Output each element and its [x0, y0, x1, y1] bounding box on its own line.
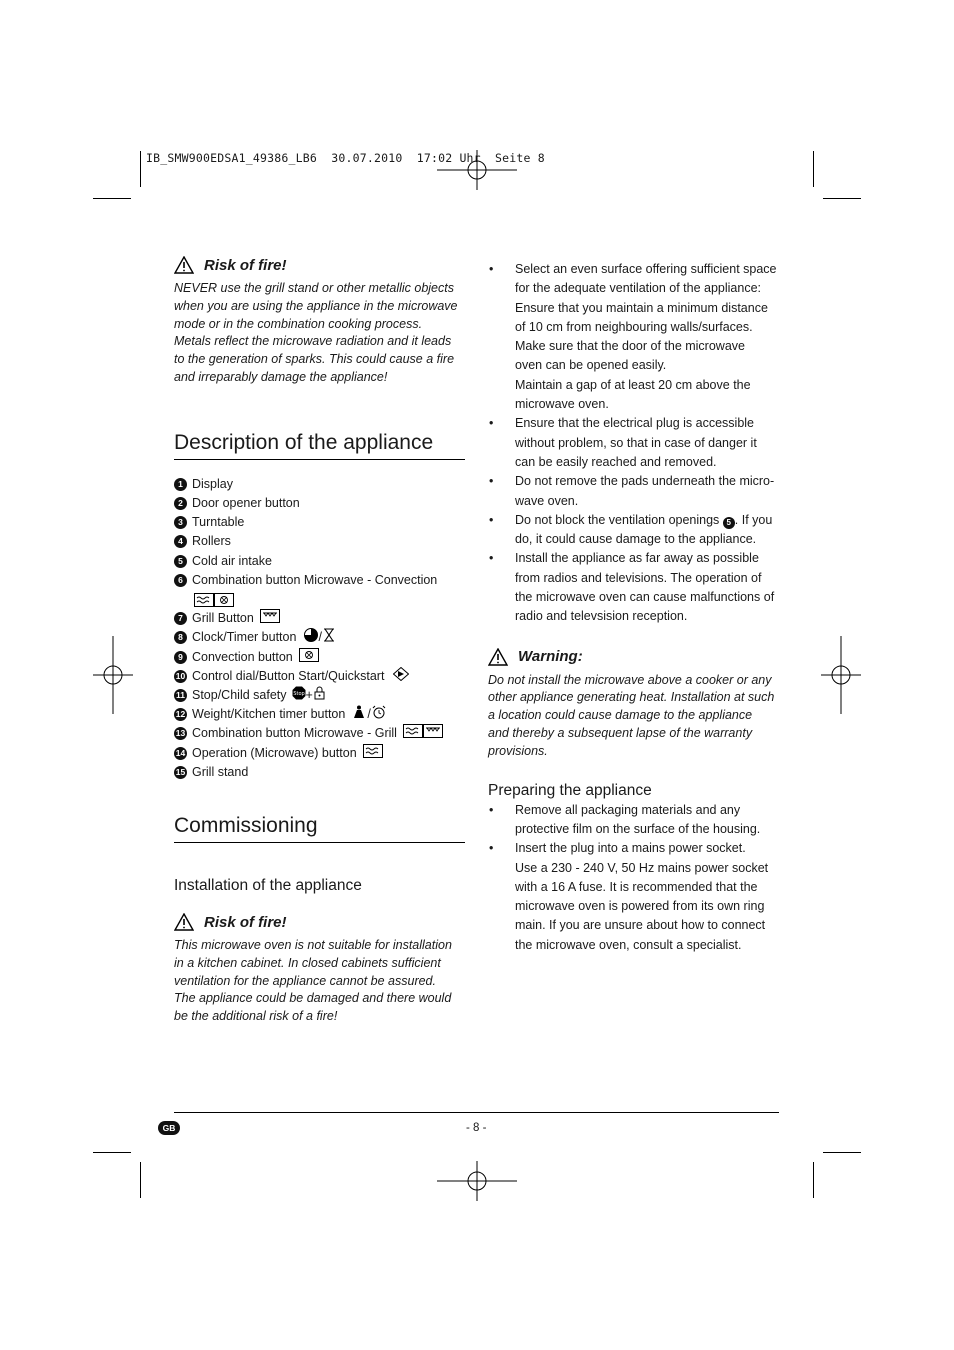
alarm-clock-icon	[372, 705, 386, 719]
list-item: 5 Cold air intake	[174, 552, 465, 571]
start-dial-icon	[393, 667, 409, 681]
registration-mark	[93, 636, 133, 714]
list-item: • Select an even surface offering sufficient space for the adequate ventilation of the appliance: Ensure that you maintain a minimum distance of 10 cm from neighbouring walls/surfaces. Make sure that the door of the microwave oven can be opened easily. Maintain a gap of at least 20 cm above the microwave oven.	[488, 260, 783, 414]
list-item: 1 Display	[174, 475, 465, 494]
preparing-bullets	[488, 801, 783, 955]
warning-triangle-icon	[174, 256, 194, 274]
list-item: 9 Convection button	[174, 648, 465, 667]
warning-text: Do not install the microwave above a cooker or any other appliance generating heat. Installation at such a location could cause damage to the appliance and thereby a subsequent lapse of the warranty provisions.	[488, 672, 775, 758]
warning-heading: Warning:	[488, 648, 783, 666]
right-column	[488, 260, 783, 955]
list-item: 12 Weight/Kitchen timer button /	[174, 705, 465, 724]
language-badge: GB	[158, 1121, 180, 1135]
number-badge: 3	[174, 516, 187, 529]
svg-text:Stop: Stop	[292, 691, 305, 698]
list-item: 4 Rollers	[174, 532, 465, 551]
number-badge: 11	[174, 689, 187, 702]
registration-mark	[821, 636, 861, 714]
number-badge: 1	[174, 478, 187, 491]
print-header: IB_SMW900EDSA1_49386_LB6 30.07.2010 17:02 Uhr Seite 8	[146, 151, 545, 165]
crop-mark	[813, 1162, 814, 1198]
lock-icon	[314, 686, 325, 700]
preparing-heading: Preparing the appliance	[488, 781, 652, 799]
number-badge: 7	[174, 612, 187, 625]
number-badge: 14	[174, 747, 187, 760]
crop-mark	[140, 151, 141, 187]
convection-icon	[299, 648, 319, 662]
warning-triangle-icon	[174, 913, 194, 931]
list-item: 7 Grill Button	[174, 609, 465, 628]
number-badge: 2	[174, 497, 187, 510]
risk-of-fire-text: NEVER use the grill stand or other metallic objects when you are using the appliance in the microwave mode or in the combination cooking process. Metals reflect the microwave radiation and it leads to the generation of sparks. This could cause a fire and irreparably damage the appliance!	[174, 281, 458, 384]
crop-mark	[813, 151, 814, 187]
list-item: 13 Combination button Microwave - Grill	[174, 724, 465, 743]
list-item: 8 Clock/Timer button /	[174, 628, 465, 647]
microwave-grill-icon	[403, 724, 443, 738]
number-badge: 15	[174, 766, 187, 779]
microwave-convection-icon	[194, 593, 234, 607]
list-item: • Remove all packaging materials and any protective film on the surface of the housing.	[488, 801, 783, 840]
commissioning-heading: Commissioning	[174, 814, 465, 843]
hourglass-icon	[323, 628, 335, 642]
list-item: 6 Combination button Microwave - Convection	[174, 571, 465, 609]
list-item: 15 Grill stand	[175, 764, 249, 779]
left-column	[174, 256, 465, 1026]
number-badge: 6	[174, 574, 187, 587]
footer-rule	[174, 1112, 779, 1113]
number-badge: 5	[174, 555, 187, 568]
installation-subheading: Installation of the appliance	[174, 877, 362, 895]
risk-of-fire-heading: Risk of fire!	[174, 256, 465, 274]
microwave-icon	[363, 744, 383, 758]
number-badge: 4	[174, 535, 187, 548]
grill-icon	[260, 609, 280, 623]
number-badge: 10	[174, 670, 187, 683]
number-badge: 5	[723, 517, 735, 529]
list-item: 14 Operation (Microwave) button	[174, 744, 465, 763]
crop-mark	[823, 198, 861, 199]
crop-mark	[93, 198, 131, 199]
list-item: 11 Stop/Child safety Stop +	[174, 686, 465, 705]
stop-icon	[292, 686, 306, 700]
installation-bullets	[488, 260, 783, 627]
registration-mark	[437, 1161, 517, 1201]
list-item: • Do not remove the pads underneath the micro- wave oven.	[488, 472, 783, 511]
list-item: • Install the appliance as far away as possible from radios and televisions. The operation of the microwave oven can cause malfunctions of radio and televsision reception.	[488, 549, 783, 626]
parts-list	[174, 475, 465, 782]
list-item: 3 Turntable	[174, 513, 465, 532]
warning-triangle-icon	[488, 648, 508, 666]
page-number: - 8 -	[466, 1122, 487, 1134]
description-heading: Description of the appliance	[174, 431, 465, 460]
crop-mark	[823, 1152, 861, 1153]
list-item: • Do not block the ventilation openings 5 . If you do, it could cause damage to the appliance.	[488, 511, 783, 550]
list-item: 10 Control dial/Button Start/Quickstart	[174, 667, 465, 686]
list-item: • Ensure that the electrical plug is accessible without problem, so that in case of danger it can be easily reached and removed.	[488, 414, 783, 472]
crop-mark	[93, 1152, 131, 1153]
risk-of-fire-heading: Risk of fire!	[174, 913, 465, 931]
weight-icon	[351, 705, 367, 719]
number-badge: 12	[174, 708, 187, 721]
number-badge: 8	[174, 631, 187, 644]
crop-mark	[140, 1162, 141, 1198]
list-item: 2 Door opener button	[174, 494, 465, 513]
number-badge: 9	[174, 651, 187, 664]
risk-of-fire-text: This microwave oven is not suitable for installation in a kitchen cabinet. In closed cabinets sufficient ventilation for the appliance cannot be assured. The appliance could be damaged and there would be the additional risk of a fire!	[174, 938, 452, 1024]
clock-icon	[304, 628, 318, 642]
list-item: • Insert the plug into a mains power socket. Use a 230 - 240 V, 50 Hz mains power socket with a 16 A fuse. It is recommended that the microwave oven is powered from its own ring main. If you are unsure about how to connect the microwave oven, consult a specialist.	[488, 839, 783, 955]
number-badge: 13	[174, 727, 187, 740]
